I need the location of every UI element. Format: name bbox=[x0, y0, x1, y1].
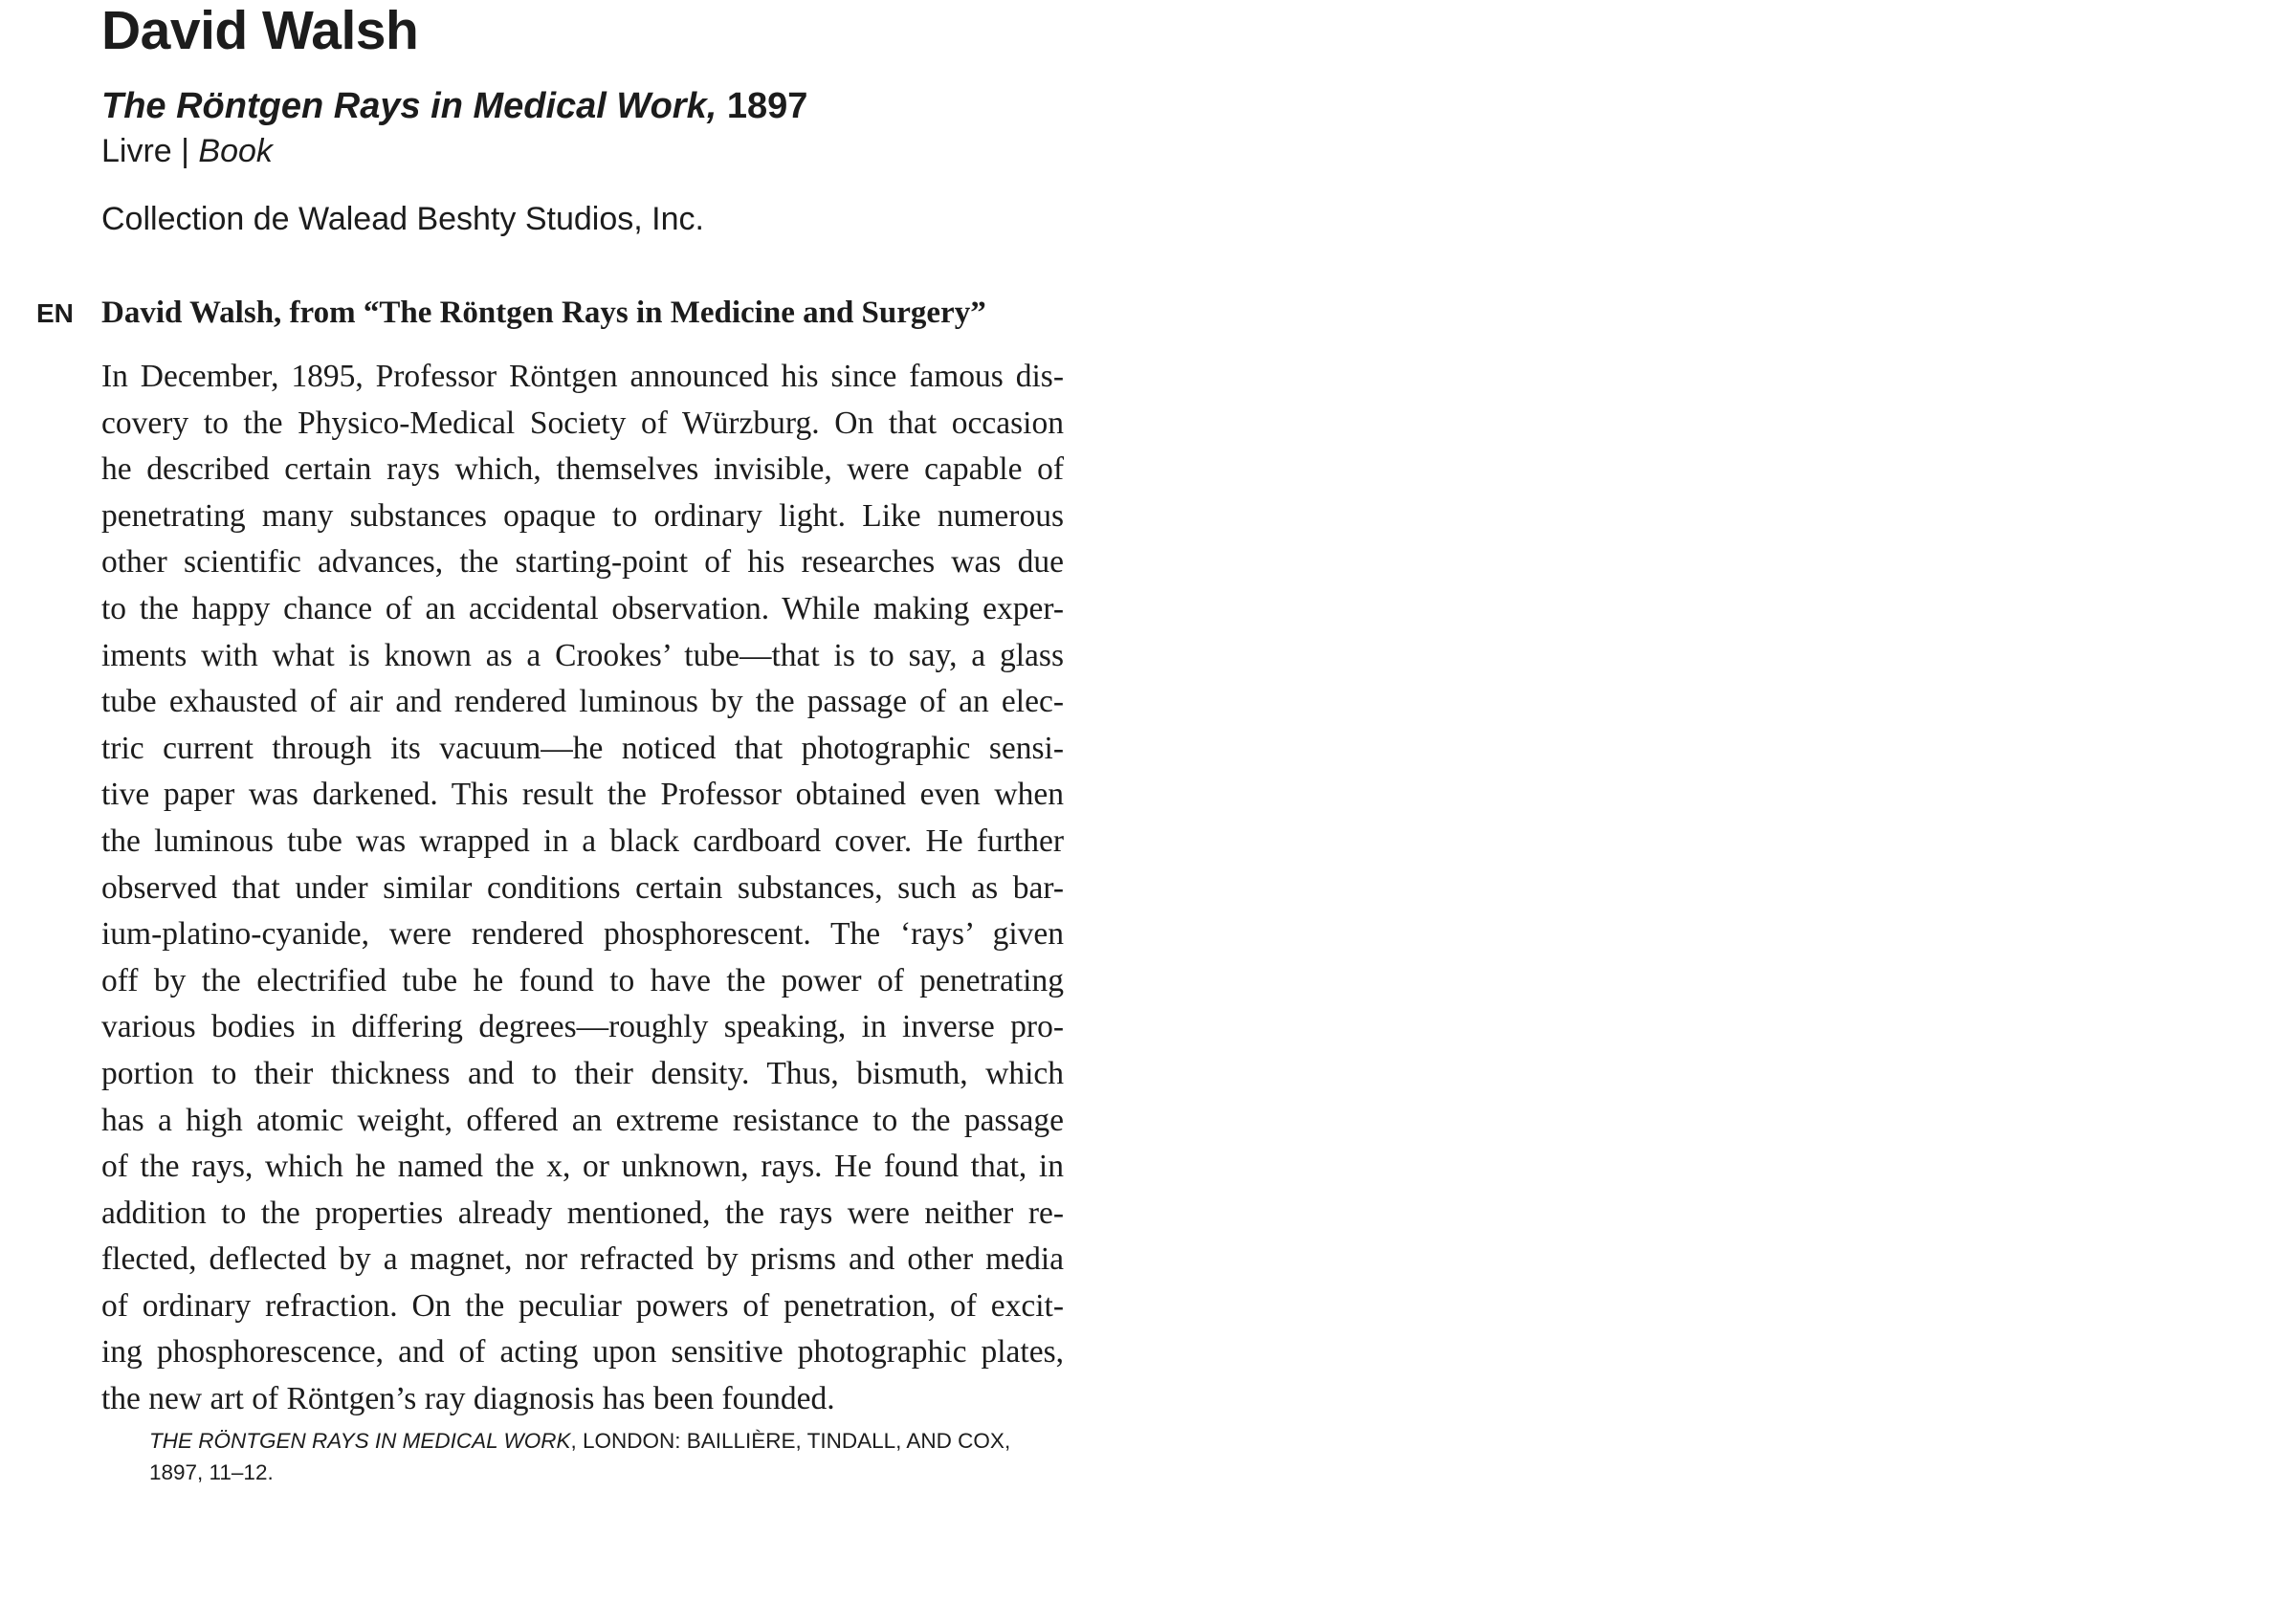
work-year: 1897 bbox=[726, 86, 808, 126]
body-line: he described certain rays which, themselves invisible, were capable of bbox=[101, 451, 1064, 488]
body-line: In December, 1895, Professor Röntgen announced his since famous dis- bbox=[101, 359, 1064, 394]
object-type-fr: Livre | bbox=[101, 133, 199, 169]
language-tag: EN bbox=[36, 298, 74, 328]
body-line: various bodies in differing degrees—roughly speaking, in inverse pro- bbox=[101, 1009, 1064, 1045]
body-line: to the happy chance of an accidental observation. While making exper- bbox=[101, 590, 1064, 626]
body-line: tric current through its vacuum—he noticed that photographic sensi- bbox=[101, 730, 1064, 766]
body-line: of the rays, which he named the x, or unknown, rays. He found that, in bbox=[101, 1149, 1064, 1185]
citation bbox=[149, 1425, 1068, 1488]
body-line: flected, deflected by a magnet, nor refracted by prisms and other media bbox=[101, 1241, 1064, 1278]
body-line: the luminous tube was wrapped in a black cardboard cover. He further bbox=[101, 822, 1064, 859]
body-line: off by the electrified tube he found to have the power of penetrating bbox=[101, 962, 1064, 998]
excerpt-body bbox=[101, 354, 1064, 1423]
citation-publication: , LONDON: BAILLIÈRE, TINDALL, AND COX, 1897, 11–12. bbox=[149, 1429, 1011, 1484]
body-line: tive paper was darkened. This result the Professor obtained even when bbox=[101, 777, 1064, 813]
body-line: ing phosphorescence, and of acting upon sensitive photographic plates, bbox=[101, 1334, 1064, 1371]
body-line: covery to the Physico-Medical Society of Würzburg. On that occasion bbox=[101, 405, 1064, 441]
object-type-line bbox=[101, 130, 273, 172]
body-line: tube exhausted of air and rendered luminous by the passage of an elec- bbox=[101, 684, 1064, 720]
body-line: penetrating many substances opaque to ordinary light. Like numerous bbox=[101, 497, 1064, 534]
body-line: other scientific advances, the starting-point of his researches was due bbox=[101, 544, 1064, 581]
citation-title: THE RÖNTGEN RAYS IN MEDICAL WORK bbox=[149, 1429, 571, 1453]
body-line: observed that under similar conditions certain substances, such as bar- bbox=[101, 869, 1064, 906]
work-title: The Röntgen Rays in Medical Work, bbox=[101, 86, 718, 126]
body-line: the new art of Röntgen’s ray diagnosis has been founded. bbox=[101, 1381, 835, 1417]
body-line: ium-platino-cyanide, were rendered phosphorescent. The ‘rays’ given bbox=[101, 916, 1064, 953]
work-title-line bbox=[101, 84, 807, 128]
excerpt-heading: David Walsh, from “The Röntgen Rays in Medicine and Surgery” bbox=[101, 296, 986, 330]
object-type-en: Book bbox=[198, 133, 273, 169]
body-line: iments with what is known as a Crookes’ tube—that is to say, a glass bbox=[101, 637, 1064, 673]
body-line: of ordinary refraction. On the peculiar powers of penetration, of excit- bbox=[101, 1287, 1064, 1324]
author-name: David Walsh bbox=[101, 0, 419, 61]
body-line: addition to the properties already mentioned, the rays were neither re- bbox=[101, 1195, 1064, 1231]
collection-credit: Collection de Walead Beshty Studios, Inc. bbox=[101, 201, 704, 237]
body-line: portion to their thickness and to their density. Thus, bismuth, which bbox=[101, 1055, 1064, 1091]
body-line: has a high atomic weight, offered an extreme resistance to the passage bbox=[101, 1102, 1064, 1138]
